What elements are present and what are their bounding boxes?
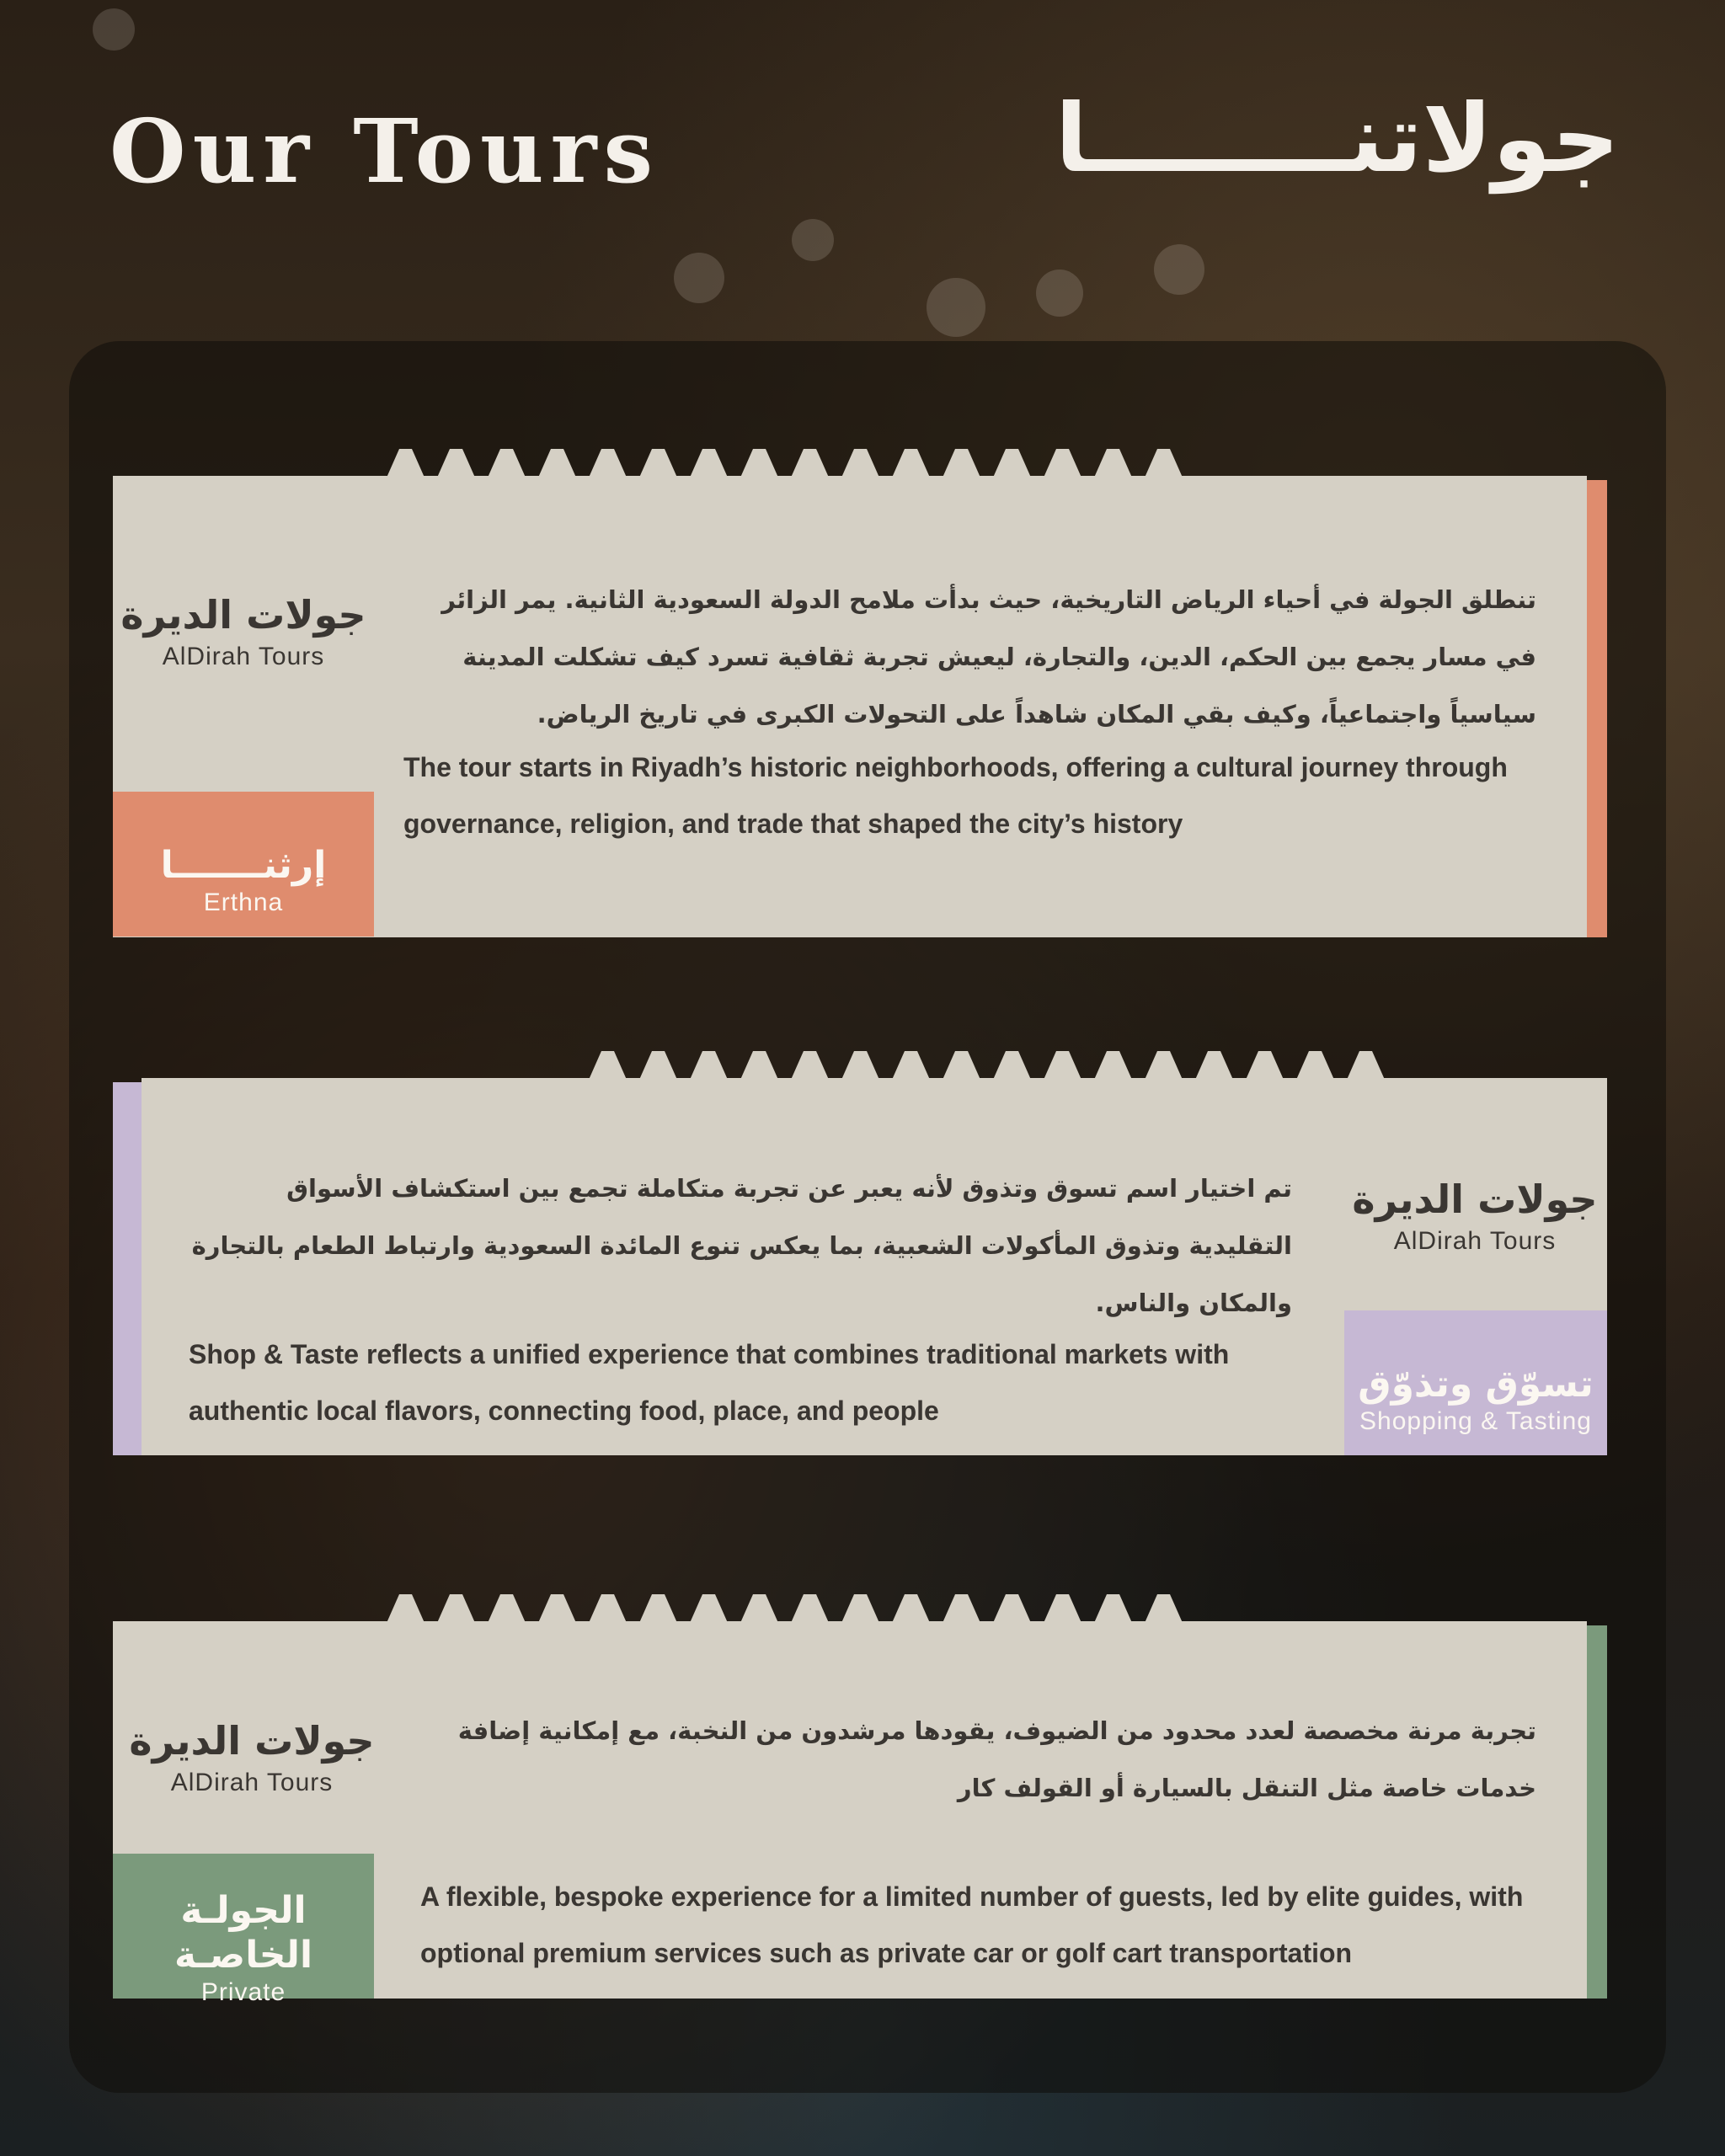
- tag-text-ar: تسوّق وتذوّق: [1358, 1363, 1594, 1406]
- logo-text-en: AlDirah Tours: [170, 1769, 334, 1796]
- tag-text-ar: إرثنـــــــا: [160, 844, 327, 887]
- background-bokeh: [93, 8, 135, 51]
- tour-card-private[interactable]: [113, 1588, 1607, 2006]
- logo-text-en: AlDirah Tours: [1393, 1227, 1557, 1255]
- logo-text-en: AlDirah Tours: [162, 643, 325, 670]
- logo-text-ar: جولات الديرة: [1352, 1177, 1598, 1222]
- background-bokeh: [1154, 244, 1204, 295]
- logo-text-ar: جولات الديرة: [120, 592, 366, 638]
- background-bokeh: [674, 253, 724, 303]
- aldirah-logo: [1344, 1177, 1605, 1256]
- description-ar: تنطلق الجولة في أحياء الرياض التاريخية، حيث بدأت ملامح الدولة السعودية الثانية. يمر الزائر في مسار يجمع بين الحكم، الدين، والتجارة، ليعيش تجربة ثقافية تسرد كيف تشكلت المدينة سياسياً واجتماعياً، وكيف بقي المكان شاهداً على التحولات الكبرى في تاريخ الرياض.: [441, 585, 1536, 728]
- tour-tag-erthna[interactable]: [113, 792, 374, 937]
- tour-card-shopping[interactable]: [113, 1044, 1607, 1457]
- tag-text-en: Shopping & Tasting: [1359, 1406, 1592, 1435]
- tag-text-en: Private: [200, 1977, 286, 2006]
- tag-text-en: Erthna: [203, 888, 284, 916]
- crenellation-decoration: [374, 1588, 1258, 1623]
- page-title-ar: جولاتنــــــــا: [1055, 84, 1620, 194]
- background-bokeh: [1036, 270, 1083, 317]
- description-en: A flexible, bespoke experience for a limited number of guests, led by elite guides, with optional premium services such as private car or golf cart transportation: [420, 1881, 1524, 1968]
- tour-tag-shopping[interactable]: [1344, 1310, 1607, 1455]
- page-title-en: Our Tours: [109, 99, 660, 203]
- description-ar: تم اختيار اسم تسوق وتذوق لأنه يعبر عن تجربة متكاملة تجمع بين استكشاف الأسواق التقليدية وتذوق المأكولات الشعبية، بما يعكس تنوع المائدة السعودية وارتباط الطعام بالتجارة والمكان والناس.: [191, 1174, 1292, 1317]
- tour-tag-private[interactable]: [113, 1854, 374, 2006]
- tag-text-ar: الجولـة الخاصـة: [174, 1889, 313, 1977]
- aldirah-logo: [121, 1718, 382, 1797]
- crenellation-decoration: [374, 442, 1258, 478]
- description-en: The tour starts in Riyadh’s historic neighborhoods, offering a cultural journey through governance, religion, and trade that shaped the city’s history: [403, 752, 1508, 839]
- tour-card-erthna[interactable]: [113, 442, 1607, 939]
- aldirah-logo: [113, 592, 374, 671]
- background-bokeh: [927, 278, 985, 337]
- description-ar: تجربة مرنة مخصصة لعدد محدود من الضيوف، يقودها مرشدون من النخبة، مع إمكانية إضافة خدمات خاصة مثل التنقل بالسيارة أو القولف كار: [457, 1716, 1536, 1802]
- background-bokeh: [792, 219, 834, 261]
- crenellation-decoration: [576, 1044, 1469, 1080]
- description-en: Shop & Taste reflects a unified experience that combines traditional markets with authentic local flavors, connecting food, place, and people: [189, 1339, 1230, 1426]
- logo-text-ar: جولات الديرة: [129, 1718, 375, 1764]
